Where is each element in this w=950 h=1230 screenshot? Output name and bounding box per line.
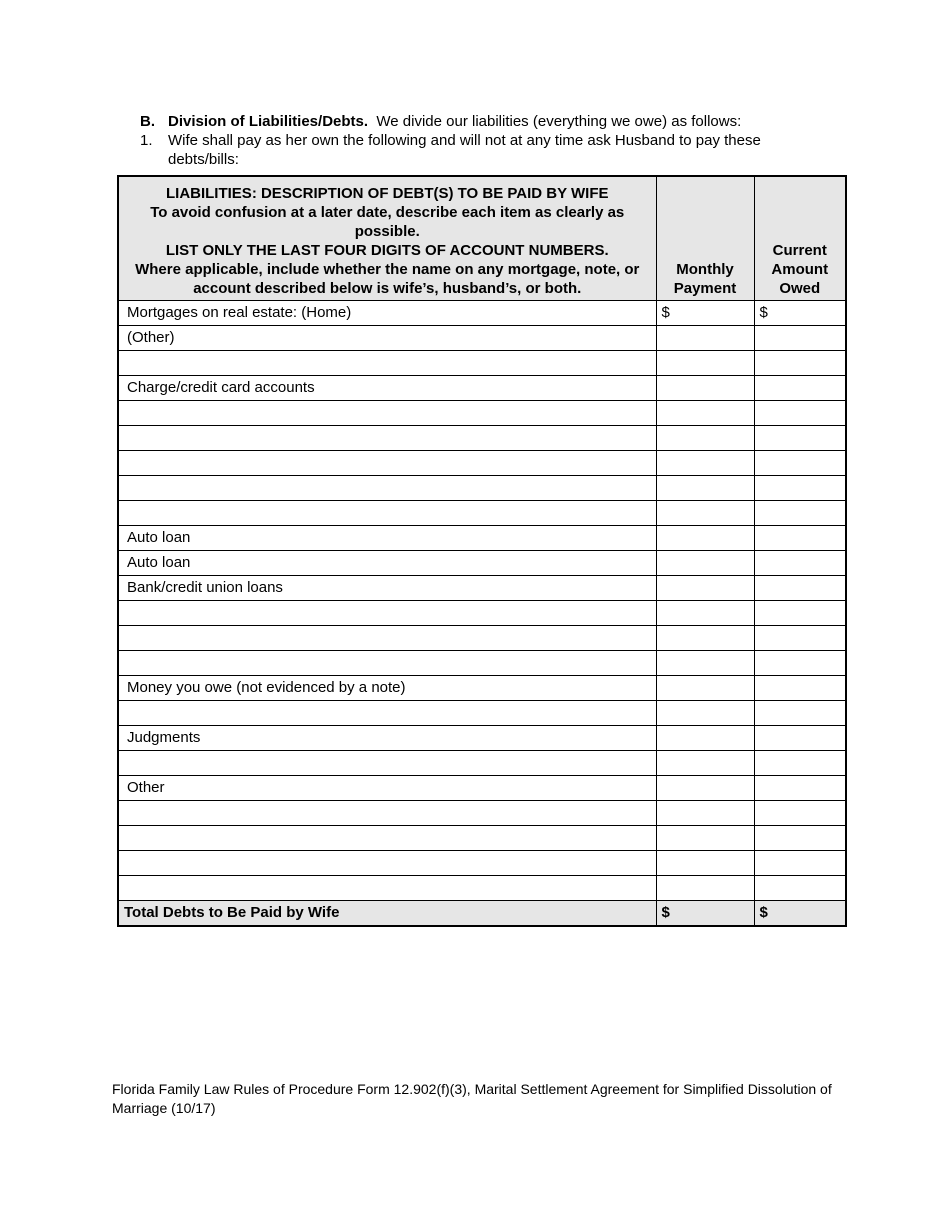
table-row (118, 651, 846, 676)
header-line-3: LIST ONLY THE LAST FOUR DIGITS OF ACCOUNT NUMBERS. (165, 242, 609, 259)
debt-description-cell[interactable]: Judgments (118, 726, 656, 751)
table-row (118, 701, 846, 726)
table-row (118, 601, 846, 626)
section-intro (140, 112, 820, 169)
debt-description-cell[interactable]: Auto loan (118, 551, 656, 576)
table-row (118, 801, 846, 826)
monthly-payment-cell[interactable] (656, 351, 754, 376)
table-row (118, 551, 846, 576)
current-amount-cell[interactable] (754, 551, 846, 576)
debt-description-cell[interactable] (118, 426, 656, 451)
debt-description-cell[interactable] (118, 401, 656, 426)
monthly-payment-cell[interactable] (656, 651, 754, 676)
table-row (118, 776, 846, 801)
debt-description-cell[interactable] (118, 876, 656, 901)
item-text: Wife shall pay as her own the following and will not at any time ask Husband to pay these debts/bills: (168, 132, 761, 168)
current-amount-cell[interactable]: $ (754, 301, 846, 326)
debt-description-cell[interactable] (118, 701, 656, 726)
monthly-payment-cell[interactable] (656, 776, 754, 801)
table-row (118, 301, 846, 326)
current-amount-cell[interactable] (754, 776, 846, 801)
monthly-payment-cell[interactable] (656, 426, 754, 451)
debt-description-cell[interactable] (118, 826, 656, 851)
current-amount-cell[interactable] (754, 401, 846, 426)
table-row (118, 501, 846, 526)
header-line-2: To avoid confusion at a later date, describe each item as clearly as possible. (150, 204, 625, 240)
section-title: Division of Liabilities/Debts. (168, 113, 369, 130)
debt-description-cell[interactable]: Auto loan (118, 526, 656, 551)
current-amount-cell[interactable] (754, 476, 846, 501)
debt-description-cell[interactable] (118, 501, 656, 526)
debt-description-cell[interactable]: Other (118, 776, 656, 801)
table-row (118, 351, 846, 376)
debt-description-cell[interactable] (118, 751, 656, 776)
table-header-row (118, 176, 846, 301)
table-row (118, 426, 846, 451)
monthly-payment-cell[interactable] (656, 801, 754, 826)
debt-description-cell[interactable]: Money you owe (not evidenced by a note) (118, 676, 656, 701)
monthly-payment-cell[interactable] (656, 826, 754, 851)
section-text: We divide our liabilities (everything we owe) as follows: (376, 113, 742, 130)
debt-description-cell[interactable]: (Other) (118, 326, 656, 351)
current-amount-cell[interactable] (754, 426, 846, 451)
current-amount-header: Current Amount Owed (754, 176, 846, 301)
debt-description-cell[interactable] (118, 651, 656, 676)
current-amount-cell[interactable] (754, 526, 846, 551)
current-amount-cell[interactable] (754, 326, 846, 351)
monthly-payment-cell[interactable] (656, 626, 754, 651)
current-amount-cell[interactable] (754, 801, 846, 826)
current-amount-cell[interactable] (754, 576, 846, 601)
section-heading (140, 112, 820, 131)
table-row (118, 726, 846, 751)
current-amount-cell[interactable] (754, 701, 846, 726)
debt-description-cell[interactable]: Bank/credit union loans (118, 576, 656, 601)
monthly-payment-cell[interactable] (656, 676, 754, 701)
monthly-payment-cell[interactable] (656, 526, 754, 551)
monthly-payment-cell[interactable]: $ (656, 301, 754, 326)
table-row (118, 826, 846, 851)
current-amount-cell[interactable] (754, 851, 846, 876)
table-row (118, 451, 846, 476)
table-row (118, 876, 846, 901)
debt-description-cell[interactable] (118, 451, 656, 476)
monthly-payment-cell[interactable] (656, 851, 754, 876)
total-monthly[interactable]: $ (656, 901, 754, 927)
current-amount-cell[interactable] (754, 501, 846, 526)
debt-description-cell[interactable] (118, 476, 656, 501)
current-amount-cell[interactable] (754, 876, 846, 901)
monthly-payment-cell[interactable] (656, 876, 754, 901)
debt-description-cell[interactable] (118, 601, 656, 626)
table-row (118, 676, 846, 701)
table-row (118, 476, 846, 501)
current-amount-cell[interactable] (754, 601, 846, 626)
debt-description-cell[interactable] (118, 626, 656, 651)
current-amount-cell[interactable] (754, 726, 846, 751)
table-row (118, 401, 846, 426)
current-amount-cell[interactable] (754, 626, 846, 651)
monthly-payment-cell[interactable] (656, 551, 754, 576)
header-line-4: Where applicable, include whether the name on any mortgage, note, or account described below is wife’s, husband’s, or both. (135, 261, 640, 297)
current-amount-cell[interactable] (754, 676, 846, 701)
current-amount-cell[interactable] (754, 651, 846, 676)
debt-description-cell[interactable] (118, 801, 656, 826)
total-label: Total Debts to Be Paid by Wife (118, 901, 656, 927)
current-amount-cell[interactable] (754, 751, 846, 776)
debt-description-cell[interactable]: Mortgages on real estate: (Home) (118, 301, 656, 326)
debt-description-cell[interactable] (118, 851, 656, 876)
table-row (118, 526, 846, 551)
monthly-payment-cell[interactable] (656, 726, 754, 751)
form-footer: Florida Family Law Rules of Procedure Form 12.902(f)(3), Marital Settlement Agreement for Simplified Dissolution of Marriage (10/17) (112, 1081, 832, 1116)
total-row (118, 901, 846, 927)
debt-description-cell[interactable] (118, 351, 656, 376)
table-row (118, 576, 846, 601)
monthly-payment-cell[interactable] (656, 401, 754, 426)
total-current[interactable]: $ (754, 901, 846, 927)
item-1 (140, 131, 820, 169)
monthly-payment-cell[interactable] (656, 601, 754, 626)
monthly-payment-cell[interactable] (656, 476, 754, 501)
table-row (118, 851, 846, 876)
section-letter: B. (140, 113, 155, 130)
table-row (118, 751, 846, 776)
current-amount-cell[interactable] (754, 826, 846, 851)
liabilities-table (117, 175, 847, 927)
table-row (118, 326, 846, 351)
current-amount-cell[interactable] (754, 451, 846, 476)
table-row (118, 376, 846, 401)
monthly-payment-cell[interactable] (656, 376, 754, 401)
monthly-payment-cell[interactable] (656, 451, 754, 476)
monthly-payment-cell[interactable] (656, 576, 754, 601)
table-row (118, 626, 846, 651)
debt-description-cell[interactable]: Charge/credit card accounts (118, 376, 656, 401)
monthly-payment-header: Monthly Payment (656, 176, 754, 301)
header-line-1: LIABILITIES: DESCRIPTION OF DEBT(S) TO BE PAID BY WIFE (165, 185, 609, 202)
monthly-payment-cell[interactable] (656, 326, 754, 351)
monthly-payment-cell[interactable] (656, 701, 754, 726)
item-number: 1. (140, 132, 153, 149)
description-header (118, 176, 656, 301)
current-amount-cell[interactable] (754, 376, 846, 401)
current-amount-cell[interactable] (754, 351, 846, 376)
monthly-payment-cell[interactable] (656, 501, 754, 526)
monthly-payment-cell[interactable] (656, 751, 754, 776)
